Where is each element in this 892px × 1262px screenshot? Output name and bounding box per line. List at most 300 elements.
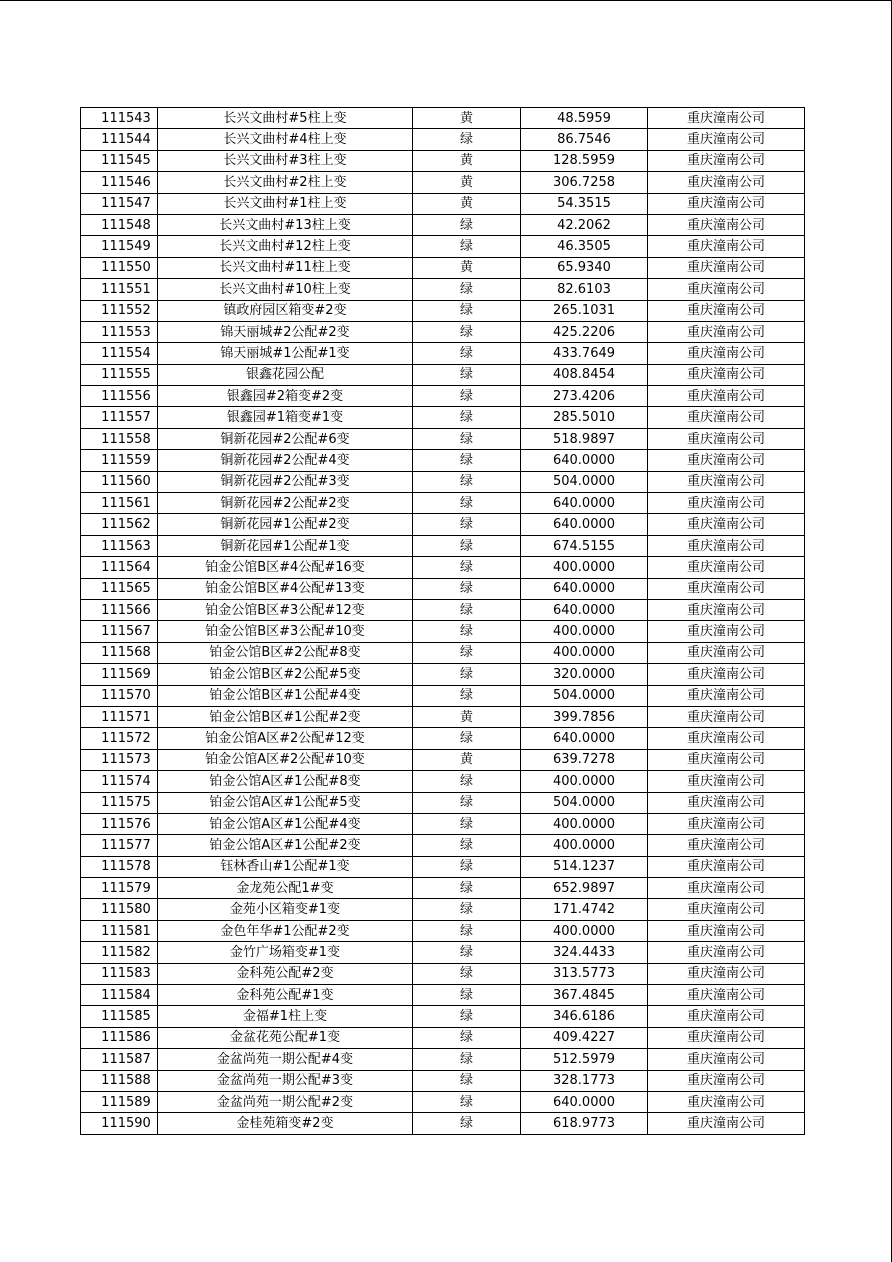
- cell-id: [81, 428, 158, 449]
- cell-name: [158, 578, 413, 599]
- cell-name-text: 金竹广场箱变#1变: [229, 944, 341, 960]
- cell-value: [521, 942, 648, 963]
- cell-id: [81, 172, 158, 193]
- cell-company-text: 重庆潼南公司: [686, 367, 765, 383]
- cell-status-text: 绿: [459, 474, 473, 490]
- cell-name-text: 铂金公馆B区#3公配#12变: [205, 602, 365, 618]
- cell-name: [158, 471, 413, 492]
- cell-status-text: 绿: [459, 966, 473, 982]
- cell-value: [521, 1049, 648, 1070]
- cell-company-text: 重庆潼南公司: [686, 538, 765, 554]
- cell-name: [158, 407, 413, 428]
- cell-company-text: 重庆潼南公司: [686, 966, 765, 982]
- cell-company-text: 重庆潼南公司: [686, 281, 765, 297]
- table-body: [81, 108, 805, 1135]
- cell-company: [648, 664, 805, 685]
- cell-name-text: 铜新花园#2公配#6变: [220, 431, 350, 447]
- table-row: [81, 685, 805, 706]
- cell-value: [521, 450, 648, 471]
- cell-status-text: 绿: [459, 1009, 473, 1025]
- cell-value: [521, 1006, 648, 1027]
- cell-id: [81, 899, 158, 920]
- cell-status: [413, 856, 521, 877]
- cell-status-text: 绿: [459, 944, 473, 960]
- cell-company-text: 重庆潼南公司: [686, 880, 765, 896]
- table-row: [81, 1027, 805, 1048]
- cell-name-text: 铂金公馆B区#2公配#8变: [209, 645, 361, 661]
- cell-value-text: 512.5979: [552, 1051, 616, 1067]
- cell-company-text: 重庆潼南公司: [686, 1116, 765, 1132]
- cell-value-text: 674.5155: [552, 538, 616, 554]
- cell-value-text: 273.4206: [552, 388, 616, 404]
- cell-company-text: 重庆潼南公司: [686, 773, 765, 789]
- cell-name-text: 金盆花苑公配#1变: [229, 1030, 341, 1046]
- cell-status-text: 绿: [459, 345, 473, 361]
- cell-name: [158, 813, 413, 834]
- table-row: [81, 343, 805, 364]
- cell-status: [413, 1091, 521, 1112]
- cell-value-text: 128.5959: [552, 153, 616, 169]
- cell-name: [158, 1049, 413, 1070]
- cell-status: [413, 300, 521, 321]
- cell-name: [158, 642, 413, 663]
- cell-name: [158, 279, 413, 300]
- cell-status: [413, 386, 521, 407]
- cell-company: [648, 1027, 805, 1048]
- cell-company: [648, 920, 805, 941]
- cell-id: [81, 514, 158, 535]
- cell-id: [81, 749, 158, 770]
- cell-name-text: 铂金公馆A区#2公配#12变: [205, 731, 365, 747]
- cell-value: [521, 257, 648, 278]
- table-row: [81, 664, 805, 685]
- cell-id: [81, 471, 158, 492]
- cell-id-text: 111549: [101, 239, 151, 255]
- cell-status: [413, 1049, 521, 1070]
- table-row: [81, 1006, 805, 1027]
- transformer-table: [80, 107, 805, 1135]
- cell-status: [413, 450, 521, 471]
- cell-id: [81, 557, 158, 578]
- cell-value: [521, 920, 648, 941]
- cell-company-text: 重庆潼南公司: [686, 174, 765, 190]
- cell-value-text: 54.3515: [557, 196, 611, 212]
- cell-name: [158, 942, 413, 963]
- table-row: [81, 1113, 805, 1134]
- table-row: [81, 193, 805, 214]
- cell-value-text: 640.0000: [552, 581, 616, 597]
- cell-status-text: 绿: [459, 410, 473, 426]
- cell-name: [158, 493, 413, 514]
- cell-status: [413, 1006, 521, 1027]
- cell-name: [158, 557, 413, 578]
- cell-company-text: 重庆潼南公司: [686, 1094, 765, 1110]
- cell-value-text: 313.5773: [552, 966, 616, 982]
- cell-id-text: 111590: [101, 1116, 151, 1132]
- cell-status: [413, 1027, 521, 1048]
- cell-name-text: 银鑫园#2箱变#2变: [226, 388, 344, 404]
- cell-name-text: 铜新花园#2公配#3变: [220, 474, 350, 490]
- cell-value-text: 400.0000: [552, 624, 616, 640]
- cell-id-text: 111581: [101, 923, 151, 939]
- cell-name-text: 铜新花园#2公配#4变: [220, 452, 350, 468]
- cell-id-text: 111577: [101, 837, 151, 853]
- cell-value: [521, 792, 648, 813]
- cell-id-text: 111568: [101, 645, 151, 661]
- cell-name-text: 银鑫园#1箱变#1变: [226, 410, 344, 426]
- cell-company-text: 重庆潼南公司: [686, 495, 765, 511]
- cell-status-text: 绿: [459, 731, 473, 747]
- cell-value-text: 328.1773: [552, 1073, 616, 1089]
- cell-value-text: 320.0000: [552, 666, 616, 682]
- cell-value-text: 504.0000: [552, 795, 616, 811]
- cell-value-text: 48.5959: [557, 110, 611, 126]
- table-row: [81, 450, 805, 471]
- cell-id-text: 111558: [101, 431, 151, 447]
- cell-status-text: 绿: [459, 452, 473, 468]
- cell-company: [648, 856, 805, 877]
- table-row: [81, 1070, 805, 1091]
- cell-name: [158, 386, 413, 407]
- cell-value: [521, 129, 648, 150]
- cell-id-text: 111545: [101, 153, 151, 169]
- cell-value: [521, 386, 648, 407]
- cell-company: [648, 108, 805, 129]
- cell-id: [81, 1091, 158, 1112]
- cell-id-text: 111574: [101, 773, 151, 789]
- cell-status: [413, 343, 521, 364]
- cell-value-text: 367.4845: [552, 987, 616, 1003]
- cell-company-text: 重庆潼南公司: [686, 581, 765, 597]
- cell-value: [521, 321, 648, 342]
- cell-status-text: 黄: [459, 196, 473, 212]
- cell-value: [521, 706, 648, 727]
- cell-name-text: 铂金公馆B区#1公配#2变: [209, 709, 361, 725]
- cell-status: [413, 792, 521, 813]
- cell-id: [81, 599, 158, 620]
- cell-company-text: 重庆潼南公司: [686, 837, 765, 853]
- cell-company: [648, 899, 805, 920]
- cell-status: [413, 193, 521, 214]
- cell-value: [521, 899, 648, 920]
- cell-value: [521, 985, 648, 1006]
- table-row: [81, 856, 805, 877]
- cell-name-text: 铂金公馆B区#4公配#16变: [205, 559, 365, 575]
- cell-id-text: 111572: [101, 731, 151, 747]
- cell-company: [648, 535, 805, 556]
- cell-company: [648, 685, 805, 706]
- cell-company: [648, 771, 805, 792]
- cell-status-text: 黄: [459, 752, 473, 768]
- cell-name-text: 镇政府园区箱变#2变: [223, 303, 347, 319]
- cell-value-text: 514.1237: [552, 859, 616, 875]
- table-row: [81, 578, 805, 599]
- cell-id-text: 111554: [101, 345, 151, 361]
- table-row: [81, 599, 805, 620]
- cell-name: [158, 450, 413, 471]
- cell-status-text: 绿: [459, 303, 473, 319]
- cell-company: [648, 193, 805, 214]
- cell-id-text: 111588: [101, 1073, 151, 1089]
- cell-company-text: 重庆潼南公司: [686, 153, 765, 169]
- cell-value: [521, 664, 648, 685]
- cell-id: [81, 1049, 158, 1070]
- cell-id: [81, 835, 158, 856]
- cell-name-text: 长兴文曲村#10柱上变: [219, 281, 351, 297]
- cell-id: [81, 300, 158, 321]
- cell-status: [413, 471, 521, 492]
- cell-value-text: 409.4227: [552, 1030, 616, 1046]
- cell-value: [521, 343, 648, 364]
- cell-company-text: 重庆潼南公司: [686, 474, 765, 490]
- cell-name-text: 金桂苑箱变#2变: [236, 1116, 334, 1132]
- cell-status: [413, 257, 521, 278]
- cell-id: [81, 856, 158, 877]
- cell-name: [158, 300, 413, 321]
- cell-id: [81, 1113, 158, 1134]
- cell-name-text: 长兴文曲村#4柱上变: [223, 132, 347, 148]
- cell-status-text: 绿: [459, 859, 473, 875]
- cell-value: [521, 835, 648, 856]
- cell-id-text: 111548: [101, 217, 151, 233]
- table-row: [81, 236, 805, 257]
- table-row: [81, 471, 805, 492]
- cell-id-text: 111550: [101, 260, 151, 276]
- cell-name-text: 铂金公馆B区#4公配#13变: [205, 581, 365, 597]
- table-row: [81, 942, 805, 963]
- cell-id: [81, 878, 158, 899]
- cell-company: [648, 621, 805, 642]
- cell-value: [521, 749, 648, 770]
- cell-status: [413, 985, 521, 1006]
- cell-value: [521, 172, 648, 193]
- cell-id-text: 111556: [101, 388, 151, 404]
- cell-company-text: 重庆潼南公司: [686, 239, 765, 255]
- cell-company: [648, 1113, 805, 1134]
- cell-value: [521, 685, 648, 706]
- cell-id-text: 111561: [101, 495, 151, 511]
- cell-value-text: 324.4433: [552, 944, 616, 960]
- cell-value-text: 504.0000: [552, 474, 616, 490]
- cell-status-text: 绿: [459, 602, 473, 618]
- cell-status-text: 绿: [459, 538, 473, 554]
- cell-company: [648, 1070, 805, 1091]
- table-row: [81, 899, 805, 920]
- cell-company-text: 重庆潼南公司: [686, 303, 765, 319]
- cell-id-text: 111575: [101, 795, 151, 811]
- cell-status: [413, 899, 521, 920]
- cell-status-text: 黄: [459, 110, 473, 126]
- cell-status: [413, 942, 521, 963]
- cell-status: [413, 557, 521, 578]
- cell-status-text: 绿: [459, 816, 473, 832]
- cell-name-text: 铜新花园#2公配#2变: [220, 495, 350, 511]
- cell-value-text: 46.3505: [557, 239, 611, 255]
- cell-value-text: 400.0000: [552, 923, 616, 939]
- cell-company: [648, 1006, 805, 1027]
- cell-company-text: 重庆潼南公司: [686, 752, 765, 768]
- cell-value: [521, 279, 648, 300]
- cell-id: [81, 214, 158, 235]
- cell-id-text: 111586: [101, 1030, 151, 1046]
- cell-company-text: 重庆潼南公司: [686, 688, 765, 704]
- cell-status-text: 绿: [459, 902, 473, 918]
- cell-name-text: 金福#1柱上变: [242, 1009, 328, 1025]
- cell-id-text: 111579: [101, 880, 151, 896]
- cell-company: [648, 942, 805, 963]
- table-row: [81, 279, 805, 300]
- cell-name-text: 铜新花园#1公配#1变: [220, 538, 350, 554]
- cell-company-text: 重庆潼南公司: [686, 431, 765, 447]
- cell-id: [81, 193, 158, 214]
- cell-status: [413, 364, 521, 385]
- cell-value: [521, 193, 648, 214]
- table-row: [81, 728, 805, 749]
- cell-value: [521, 642, 648, 663]
- cell-company-text: 重庆潼南公司: [686, 1009, 765, 1025]
- cell-status-text: 绿: [459, 1094, 473, 1110]
- cell-name-text: 银鑫花园公配: [245, 367, 324, 383]
- cell-company: [648, 407, 805, 428]
- cell-value: [521, 108, 648, 129]
- cell-id-text: 111557: [101, 410, 151, 426]
- cell-status-text: 黄: [459, 153, 473, 169]
- cell-company: [648, 364, 805, 385]
- cell-id: [81, 279, 158, 300]
- cell-name-text: 长兴文曲村#1柱上变: [223, 196, 347, 212]
- cell-name: [158, 963, 413, 984]
- cell-company: [648, 471, 805, 492]
- cell-company: [648, 514, 805, 535]
- cell-company: [648, 257, 805, 278]
- cell-id-text: 111582: [101, 944, 151, 960]
- cell-id: [81, 664, 158, 685]
- cell-id-text: 111547: [101, 196, 151, 212]
- cell-company: [648, 493, 805, 514]
- cell-id-text: 111555: [101, 367, 151, 383]
- cell-id: [81, 108, 158, 129]
- cell-company-text: 重庆潼南公司: [686, 902, 765, 918]
- cell-value-text: 346.6186: [552, 1009, 616, 1025]
- table-row: [81, 321, 805, 342]
- cell-id-text: 111544: [101, 132, 151, 148]
- cell-company: [648, 428, 805, 449]
- cell-name-text: 铂金公馆A区#1公配#4变: [209, 816, 361, 832]
- cell-id: [81, 942, 158, 963]
- table-row: [81, 985, 805, 1006]
- cell-id: [81, 963, 158, 984]
- cell-company: [648, 792, 805, 813]
- cell-company-text: 重庆潼南公司: [686, 345, 765, 361]
- cell-value: [521, 599, 648, 620]
- cell-value: [521, 236, 648, 257]
- cell-id: [81, 343, 158, 364]
- cell-company-text: 重庆潼南公司: [686, 859, 765, 875]
- cell-name: [158, 985, 413, 1006]
- cell-name: [158, 535, 413, 556]
- cell-company: [648, 150, 805, 171]
- cell-status: [413, 129, 521, 150]
- table-row: [81, 407, 805, 428]
- cell-id: [81, 129, 158, 150]
- cell-name: [158, 364, 413, 385]
- cell-id: [81, 985, 158, 1006]
- cell-name: [158, 1006, 413, 1027]
- cell-status: [413, 749, 521, 770]
- cell-value-text: 640.0000: [552, 495, 616, 511]
- cell-company-text: 重庆潼南公司: [686, 110, 765, 126]
- cell-name: [158, 856, 413, 877]
- table-row: [81, 386, 805, 407]
- cell-status: [413, 963, 521, 984]
- cell-id-text: 111560: [101, 474, 151, 490]
- cell-name: [158, 193, 413, 214]
- cell-value-text: 306.7258: [552, 174, 616, 190]
- table-row: [81, 172, 805, 193]
- cell-name-text: 金科苑公配#2变: [236, 966, 334, 982]
- cell-value-text: 399.7856: [552, 709, 616, 725]
- cell-status: [413, 728, 521, 749]
- cell-status-text: 绿: [459, 324, 473, 340]
- cell-company: [648, 557, 805, 578]
- cell-company: [648, 878, 805, 899]
- cell-status-text: 绿: [459, 281, 473, 297]
- cell-id: [81, 1027, 158, 1048]
- cell-name: [158, 920, 413, 941]
- cell-status: [413, 535, 521, 556]
- cell-status-text: 绿: [459, 495, 473, 511]
- cell-name: [158, 1070, 413, 1091]
- cell-name-text: 铂金公馆A区#1公配#8变: [209, 773, 361, 789]
- cell-id-text: 111584: [101, 987, 151, 1003]
- cell-status-text: 绿: [459, 645, 473, 661]
- cell-name-text: 铂金公馆A区#1公配#5变: [209, 795, 361, 811]
- cell-name-text: 金盆尚苑一期公配#2变: [216, 1094, 354, 1110]
- cell-status-text: 绿: [459, 666, 473, 682]
- table-row: [81, 364, 805, 385]
- cell-id: [81, 236, 158, 257]
- cell-status: [413, 599, 521, 620]
- table-row: [81, 428, 805, 449]
- cell-value-text: 400.0000: [552, 816, 616, 832]
- table-row: [81, 514, 805, 535]
- cell-status-text: 绿: [459, 987, 473, 1003]
- page-top-border: [0, 0, 892, 1]
- cell-id-text: 111546: [101, 174, 151, 190]
- table-row: [81, 749, 805, 770]
- cell-name-text: 长兴文曲村#3柱上变: [223, 153, 347, 169]
- cell-id-text: 111587: [101, 1051, 151, 1067]
- cell-company: [648, 963, 805, 984]
- cell-id-text: 111567: [101, 624, 151, 640]
- cell-company: [648, 172, 805, 193]
- cell-name-text: 锦天丽城#2公配#2变: [220, 324, 350, 340]
- cell-value-text: 640.0000: [552, 731, 616, 747]
- table-row: [81, 493, 805, 514]
- table-row: [81, 642, 805, 663]
- table-row: [81, 535, 805, 556]
- cell-id: [81, 642, 158, 663]
- cell-id: [81, 920, 158, 941]
- cell-company-text: 重庆潼南公司: [686, 388, 765, 404]
- table-row: [81, 878, 805, 899]
- cell-status: [413, 514, 521, 535]
- cell-value: [521, 856, 648, 877]
- cell-status-text: 绿: [459, 1073, 473, 1089]
- cell-value-text: 618.9773: [552, 1116, 616, 1132]
- cell-value: [521, 878, 648, 899]
- cell-status: [413, 108, 521, 129]
